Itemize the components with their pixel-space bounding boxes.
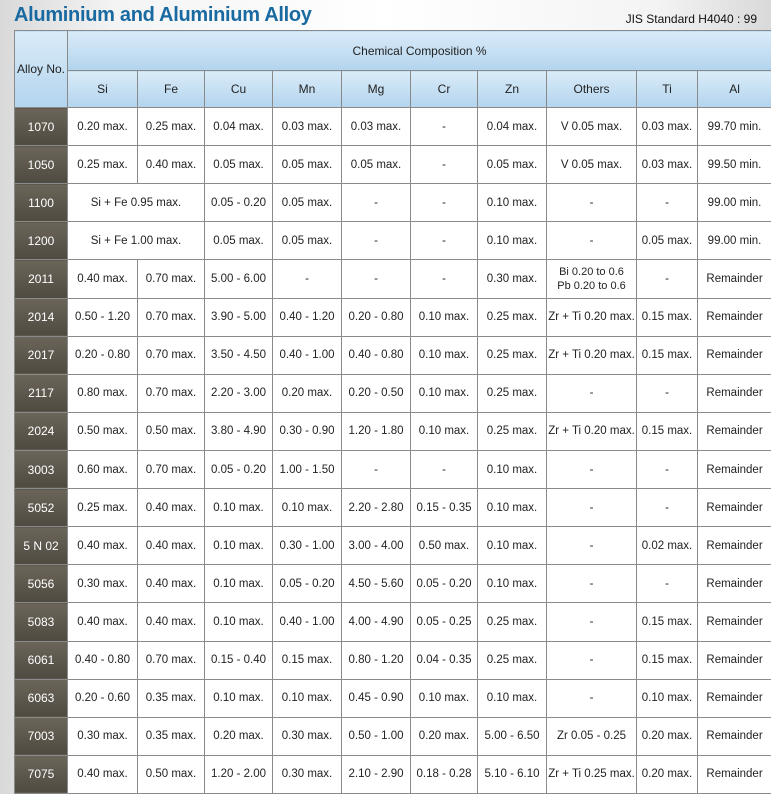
- table-row: [15, 336, 771, 374]
- cell-fe: 0.35 max.: [138, 679, 205, 717]
- cell-al: 99.70 min.: [698, 108, 771, 146]
- cell-zn: 0.25 max.: [478, 412, 547, 450]
- cell-others: -: [547, 222, 637, 260]
- alloy-number: 1100: [15, 184, 68, 222]
- column-header-cr: Cr: [411, 71, 478, 108]
- cell-cr: -: [411, 450, 478, 488]
- cell-mg: 2.10 - 2.90: [342, 755, 411, 793]
- cell-mn: 0.30 - 1.00: [273, 527, 342, 565]
- cell-cu: 0.10 max.: [205, 565, 273, 603]
- cell-si: 0.20 max.: [68, 108, 138, 146]
- cell-fe: 0.70 max.: [138, 336, 205, 374]
- alloy-number: 1200: [15, 222, 68, 260]
- cell-others: [547, 260, 637, 298]
- table-row: [15, 755, 771, 793]
- cell-cr: 0.10 max.: [411, 679, 478, 717]
- table-row: [15, 374, 771, 412]
- cell-others: -: [547, 489, 637, 527]
- cell-al: Remainder: [698, 527, 771, 565]
- cell-fe: 0.70 max.: [138, 450, 205, 488]
- table-row: [15, 184, 771, 222]
- cell-fe: 0.40 max.: [138, 603, 205, 641]
- cell-ti: 0.20 max.: [637, 717, 698, 755]
- cell-others: -: [547, 184, 637, 222]
- cell-mg: -: [342, 222, 411, 260]
- cell-ti: 0.02 max.: [637, 527, 698, 565]
- cell-mg: 3.00 - 4.00: [342, 527, 411, 565]
- cell-mg: 0.20 - 0.50: [342, 374, 411, 412]
- alloy-number: 2017: [15, 336, 68, 374]
- table-row: [15, 565, 771, 603]
- cell-others: -: [547, 641, 637, 679]
- table-row: [15, 146, 771, 184]
- cell-others: Zr + Ti 0.25 max.: [547, 755, 637, 793]
- cell-mn: 0.40 - 1.20: [273, 298, 342, 336]
- cell-al: Remainder: [698, 603, 771, 641]
- cell-si-fe: Si + Fe 1.00 max.: [68, 222, 205, 260]
- cell-ti: 0.15 max.: [637, 412, 698, 450]
- cell-ti: 0.05 max.: [637, 222, 698, 260]
- cell-cr: -: [411, 222, 478, 260]
- cell-cr: -: [411, 108, 478, 146]
- cell-zn: 0.25 max.: [478, 641, 547, 679]
- cell-cr: 0.50 max.: [411, 527, 478, 565]
- cell-si: 0.40 max.: [68, 527, 138, 565]
- cell-ti: 0.03 max.: [637, 146, 698, 184]
- cell-si: 0.25 max.: [68, 489, 138, 527]
- alloy-number: 1050: [15, 146, 68, 184]
- page-title: Aluminium and Aluminium Alloy: [14, 4, 312, 26]
- cell-fe: 0.50 max.: [138, 755, 205, 793]
- cell-si: 0.60 max.: [68, 450, 138, 488]
- cell-mg: 0.20 - 0.80: [342, 298, 411, 336]
- alloy-number: 7003: [15, 717, 68, 755]
- cell-ti: 0.15 max.: [637, 298, 698, 336]
- cell-others: -: [547, 565, 637, 603]
- cell-mg: 0.40 - 0.80: [342, 336, 411, 374]
- cell-fe: 0.70 max.: [138, 260, 205, 298]
- cell-al: Remainder: [698, 450, 771, 488]
- cell-al: Remainder: [698, 565, 771, 603]
- cell-zn: 0.25 max.: [478, 298, 547, 336]
- cell-others: Zr + Ti 0.20 max.: [547, 336, 637, 374]
- cell-si: 0.50 - 1.20: [68, 298, 138, 336]
- table-row: [15, 717, 771, 755]
- cell-fe: 0.50 max.: [138, 412, 205, 450]
- cell-cr: 0.04 - 0.35: [411, 641, 478, 679]
- cell-others: -: [547, 603, 637, 641]
- cell-al: 99.50 min.: [698, 146, 771, 184]
- cell-si: 0.50 max.: [68, 412, 138, 450]
- cell-mg: -: [342, 184, 411, 222]
- alloy-number: 2117: [15, 374, 68, 412]
- cell-cu: 0.05 - 0.20: [205, 450, 273, 488]
- cell-mg: -: [342, 450, 411, 488]
- cell-ti: 0.15 max.: [637, 336, 698, 374]
- cell-si: 0.30 max.: [68, 717, 138, 755]
- column-header-al: Al: [698, 71, 771, 108]
- standard-label: JIS Standard H4040 : 99: [625, 12, 757, 26]
- alloy-number: 5083: [15, 603, 68, 641]
- column-header-zn: Zn: [478, 71, 547, 108]
- cell-others: V 0.05 max.: [547, 146, 637, 184]
- cell-ti: -: [637, 450, 698, 488]
- cell-zn: 0.10 max.: [478, 565, 547, 603]
- cell-mg: 0.80 - 1.20: [342, 641, 411, 679]
- cell-others: -: [547, 527, 637, 565]
- cell-cr: 0.05 - 0.20: [411, 565, 478, 603]
- cell-cu: 2.20 - 3.00: [205, 374, 273, 412]
- cell-cr: -: [411, 184, 478, 222]
- alloy-number: 1070: [15, 108, 68, 146]
- cell-cr: 0.05 - 0.25: [411, 603, 478, 641]
- table-row: [15, 489, 771, 527]
- cell-si: 0.20 - 0.60: [68, 679, 138, 717]
- cell-ti: 0.20 max.: [637, 755, 698, 793]
- cell-fe: 0.35 max.: [138, 717, 205, 755]
- cell-cr: 0.10 max.: [411, 374, 478, 412]
- cell-mn: 0.30 - 0.90: [273, 412, 342, 450]
- cell-si: 0.40 max.: [68, 603, 138, 641]
- cell-mn: 0.40 - 1.00: [273, 336, 342, 374]
- cell-mg: -: [342, 260, 411, 298]
- cell-al: Remainder: [698, 489, 771, 527]
- cell-si: 0.30 max.: [68, 565, 138, 603]
- cell-cr: -: [411, 260, 478, 298]
- cell-mn: 0.30 max.: [273, 717, 342, 755]
- cell-zn: 0.10 max.: [478, 222, 547, 260]
- cell-al: Remainder: [698, 717, 771, 755]
- cell-cu: 3.80 - 4.90: [205, 412, 273, 450]
- alloy-number: 6063: [15, 679, 68, 717]
- cell-cr: 0.18 - 0.28: [411, 755, 478, 793]
- cell-mn: 0.15 max.: [273, 641, 342, 679]
- cell-cu: 3.50 - 4.50: [205, 336, 273, 374]
- alloy-number: 3003: [15, 450, 68, 488]
- alloy-no-header: Alloy No.: [15, 31, 68, 108]
- cell-ti: 0.10 max.: [637, 679, 698, 717]
- cell-al: Remainder: [698, 412, 771, 450]
- alloy-number: 6061: [15, 641, 68, 679]
- cell-ti: 0.03 max.: [637, 108, 698, 146]
- cell-zn: 0.10 max.: [478, 184, 547, 222]
- alloy-number: 2014: [15, 298, 68, 336]
- cell-cu: 0.15 - 0.40: [205, 641, 273, 679]
- cell-others: Zr + Ti 0.20 max.: [547, 412, 637, 450]
- cell-zn: 0.25 max.: [478, 374, 547, 412]
- cell-cu: 0.10 max.: [205, 527, 273, 565]
- cell-others: Zr 0.05 - 0.25: [547, 717, 637, 755]
- cell-mn: 0.05 - 0.20: [273, 565, 342, 603]
- cell-mn: 0.10 max.: [273, 489, 342, 527]
- cell-others: -: [547, 450, 637, 488]
- cell-zn: 0.10 max.: [478, 679, 547, 717]
- table-row: [15, 450, 771, 488]
- cell-zn: 0.10 max.: [478, 450, 547, 488]
- cell-fe: 0.40 max.: [138, 565, 205, 603]
- table-row: [15, 298, 771, 336]
- cell-si: 0.40 max.: [68, 755, 138, 793]
- cell-mn: 0.05 max.: [273, 184, 342, 222]
- cell-cr: 0.10 max.: [411, 298, 478, 336]
- cell-ti: -: [637, 565, 698, 603]
- cell-mg: 0.03 max.: [342, 108, 411, 146]
- cell-al: Remainder: [698, 260, 771, 298]
- cell-zn: 0.10 max.: [478, 527, 547, 565]
- cell-mn: 0.20 max.: [273, 374, 342, 412]
- cell-cr: 0.15 - 0.35: [411, 489, 478, 527]
- cell-ti: -: [637, 184, 698, 222]
- cell-si: 0.20 - 0.80: [68, 336, 138, 374]
- cell-others: Zr + Ti 0.20 max.: [547, 298, 637, 336]
- cell-cu: 3.90 - 5.00: [205, 298, 273, 336]
- cell-cr: 0.10 max.: [411, 412, 478, 450]
- cell-cu: 0.05 max.: [205, 222, 273, 260]
- others-line: Bi 0.20 to 0.6: [559, 265, 624, 278]
- cell-fe: 0.40 max.: [138, 146, 205, 184]
- cell-cu: 0.04 max.: [205, 108, 273, 146]
- cell-mn: -: [273, 260, 342, 298]
- cell-cu: 0.05 - 0.20: [205, 184, 273, 222]
- cell-mg: 2.20 - 2.80: [342, 489, 411, 527]
- table-row: [15, 222, 771, 260]
- cell-mn: 0.05 max.: [273, 146, 342, 184]
- cell-al: Remainder: [698, 641, 771, 679]
- table-row: [15, 641, 771, 679]
- cell-mn: 0.40 - 1.00: [273, 603, 342, 641]
- cell-zn: 0.30 max.: [478, 260, 547, 298]
- column-header-fe: Fe: [138, 71, 205, 108]
- cell-ti: -: [637, 489, 698, 527]
- cell-mg: 1.20 - 1.80: [342, 412, 411, 450]
- cell-cu: 1.20 - 2.00: [205, 755, 273, 793]
- cell-mg: 4.00 - 4.90: [342, 603, 411, 641]
- cell-si: 0.25 max.: [68, 146, 138, 184]
- cell-si-fe: Si + Fe 0.95 max.: [68, 184, 205, 222]
- cell-zn: 5.00 - 6.50: [478, 717, 547, 755]
- cell-al: Remainder: [698, 374, 771, 412]
- column-header-others: Others: [547, 71, 637, 108]
- alloy-number: 2011: [15, 260, 68, 298]
- cell-others: -: [547, 679, 637, 717]
- table-row: [15, 260, 771, 298]
- cell-al: Remainder: [698, 336, 771, 374]
- cell-cr: -: [411, 146, 478, 184]
- cell-cr: 0.10 max.: [411, 336, 478, 374]
- cell-mn: 0.30 max.: [273, 755, 342, 793]
- cell-zn: 0.04 max.: [478, 108, 547, 146]
- cell-mg: 0.45 - 0.90: [342, 679, 411, 717]
- others-line: Pb 0.20 to 0.6: [557, 279, 626, 292]
- table-row: [15, 108, 771, 146]
- alloy-number: 5056: [15, 565, 68, 603]
- cell-fe: 0.40 max.: [138, 527, 205, 565]
- table-row: [15, 412, 771, 450]
- column-header-mg: Mg: [342, 71, 411, 108]
- cell-ti: 0.15 max.: [637, 603, 698, 641]
- cell-al: Remainder: [698, 679, 771, 717]
- cell-cu: 5.00 - 6.00: [205, 260, 273, 298]
- column-header-mn: Mn: [273, 71, 342, 108]
- alloy-number: 2024: [15, 412, 68, 450]
- cell-others: -: [547, 374, 637, 412]
- table-row: [15, 603, 771, 641]
- cell-fe: 0.40 max.: [138, 489, 205, 527]
- cell-zn: 5.10 - 6.10: [478, 755, 547, 793]
- cell-mg: 0.50 - 1.00: [342, 717, 411, 755]
- column-header-cu: Cu: [205, 71, 273, 108]
- cell-mg: 0.05 max.: [342, 146, 411, 184]
- cell-mn: 0.10 max.: [273, 679, 342, 717]
- alloy-number: 5 N 02: [15, 527, 68, 565]
- composition-table: [14, 30, 771, 794]
- cell-si: 0.80 max.: [68, 374, 138, 412]
- table-row: [15, 527, 771, 565]
- cell-cr: 0.20 max.: [411, 717, 478, 755]
- cell-fe: 0.70 max.: [138, 374, 205, 412]
- cell-zn: 0.25 max.: [478, 336, 547, 374]
- cell-fe: 0.70 max.: [138, 298, 205, 336]
- cell-al: 99.00 min.: [698, 222, 771, 260]
- cell-cu: 0.10 max.: [205, 603, 273, 641]
- cell-cu: 0.10 max.: [205, 489, 273, 527]
- cell-al: Remainder: [698, 755, 771, 793]
- cell-ti: -: [637, 260, 698, 298]
- cell-al: 99.00 min.: [698, 184, 771, 222]
- cell-ti: 0.15 max.: [637, 641, 698, 679]
- cell-ti: -: [637, 374, 698, 412]
- cell-si: 0.40 max.: [68, 260, 138, 298]
- cell-zn: 0.25 max.: [478, 603, 547, 641]
- alloy-number: 7075: [15, 755, 68, 793]
- cell-fe: 0.70 max.: [138, 641, 205, 679]
- cell-mg: 4.50 - 5.60: [342, 565, 411, 603]
- alloy-number: 5052: [15, 489, 68, 527]
- cell-zn: 0.10 max.: [478, 489, 547, 527]
- cell-cu: 0.10 max.: [205, 679, 273, 717]
- cell-si: 0.40 - 0.80: [68, 641, 138, 679]
- cell-al: Remainder: [698, 298, 771, 336]
- cell-cu: 0.20 max.: [205, 717, 273, 755]
- cell-mn: 0.03 max.: [273, 108, 342, 146]
- cell-mn: 1.00 - 1.50: [273, 450, 342, 488]
- cell-zn: 0.05 max.: [478, 146, 547, 184]
- chemical-composition-header: Chemical Composition %: [68, 31, 771, 71]
- cell-fe: 0.25 max.: [138, 108, 205, 146]
- cell-others: V 0.05 max.: [547, 108, 637, 146]
- cell-mn: 0.05 max.: [273, 222, 342, 260]
- cell-cu: 0.05 max.: [205, 146, 273, 184]
- table-row: [15, 679, 771, 717]
- column-header-si: Si: [68, 71, 138, 108]
- column-header-ti: Ti: [637, 71, 698, 108]
